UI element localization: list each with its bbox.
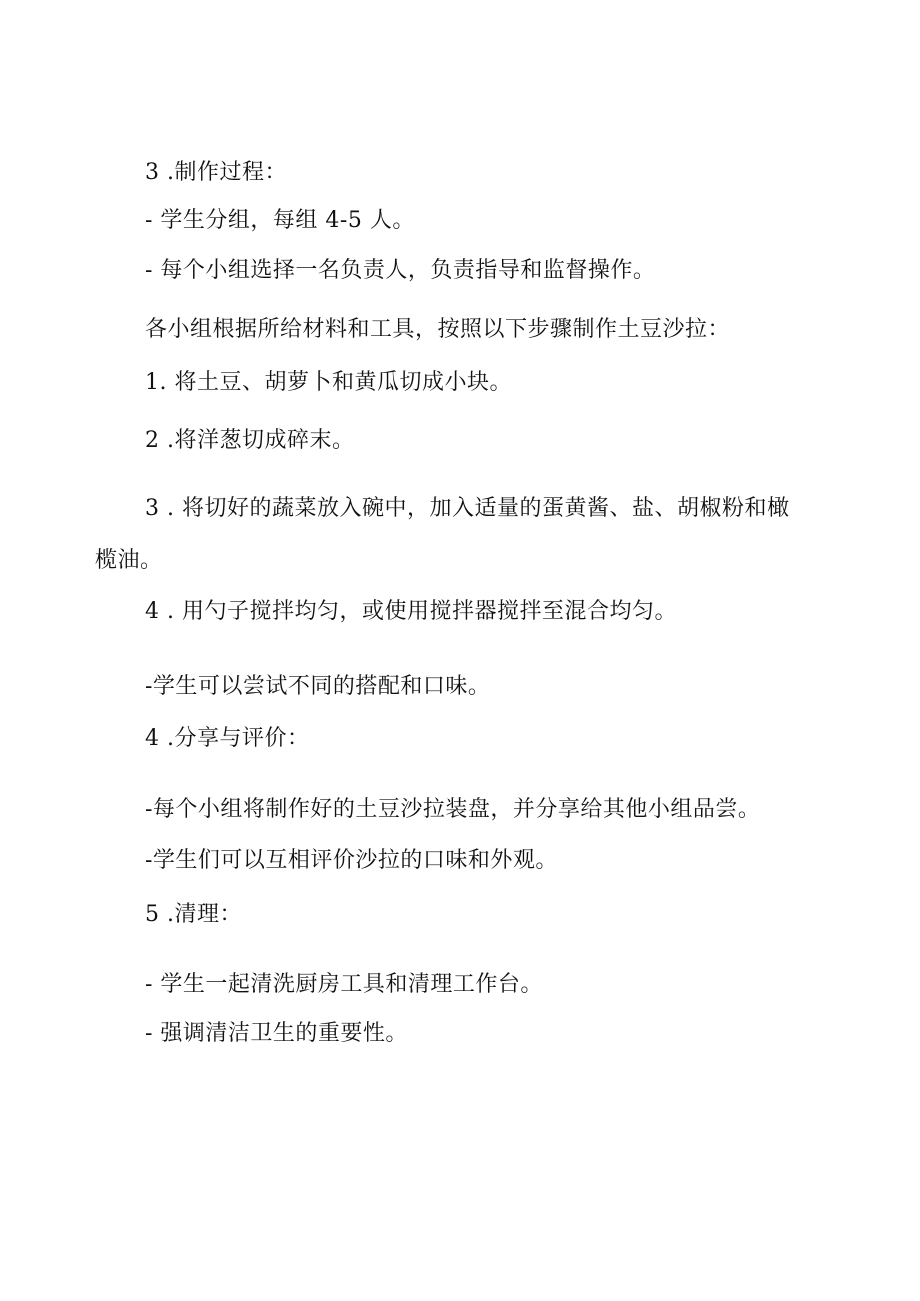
bullet-clean-tools: - 学生一起清洗厨房工具和清理工作台。 — [145, 972, 543, 997]
step-4: 4 . 用勺子搅拌均匀，或使用搅拌器搅拌至混合均匀。 — [145, 599, 677, 624]
bullet-grouping: - 学生分组，每组 4-5 人。 — [145, 208, 415, 233]
bullet-try-flavors: -学生可以尝试不同的搭配和口味。 — [145, 674, 491, 699]
instruction-intro: 各小组根据所给材料和工具，按照以下步骤制作土豆沙拉： — [145, 317, 731, 342]
section-heading-production-process: 3 .制作过程： — [145, 160, 287, 185]
bullet-evaluate-salad: -学生们可以互相评价沙拉的口味和外观。 — [145, 848, 558, 873]
section-heading-share-evaluate: 4 .分享与评价： — [145, 726, 310, 751]
section-heading-cleanup: 5 .清理： — [145, 902, 242, 927]
bullet-hygiene: - 强调清洁卫生的重要性。 — [145, 1021, 408, 1046]
step-2: 2 .将洋葱切成碎末。 — [145, 428, 355, 453]
step-1: 1. 将土豆、胡萝卜和黄瓜切成小块。 — [145, 370, 512, 395]
bullet-group-leader: - 每个小组选择一名负责人，负责指导和监督操作。 — [145, 258, 656, 283]
bullet-share-salad: -每个小组将制作好的土豆沙拉装盘，并分享给其他小组品尝。 — [145, 797, 761, 822]
step-3-line-2: 榄油。 — [95, 548, 163, 573]
step-3-line-1: 3 . 将切好的蔬菜放入碗中，加入适量的蛋黄酱、盐、胡椒粉和橄 — [145, 496, 790, 521]
